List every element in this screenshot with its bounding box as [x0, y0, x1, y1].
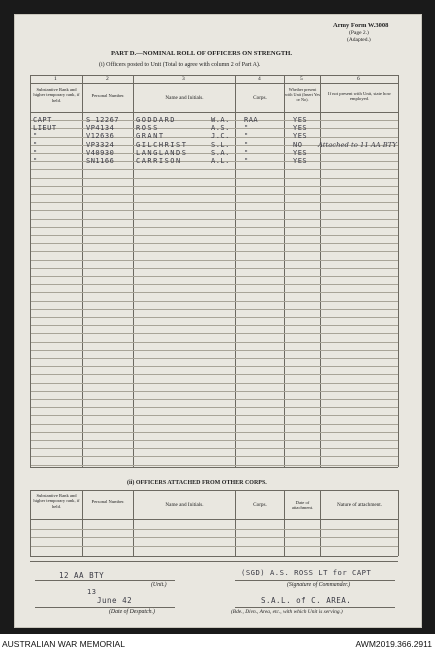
table-rule [31, 342, 398, 343]
row-rank: " [33, 141, 38, 149]
table-rule [31, 268, 398, 269]
row-personal-number: V12636 [86, 132, 115, 140]
row-name: ROSS [136, 124, 159, 132]
form-name: Army Form W.3008 [333, 22, 389, 29]
row-initials: W.A. [211, 116, 230, 124]
table-rule [31, 325, 398, 326]
table-rule [31, 219, 398, 220]
row-corps: " [244, 141, 249, 149]
table-rule [31, 424, 398, 425]
row-present: YES [293, 124, 308, 132]
table-rule [31, 210, 398, 211]
row-name: GODDARD [136, 116, 177, 124]
section2-title: (ii) OFFICERS ATTACHED FROM OTHER CORPS. [127, 480, 267, 486]
row-corps: " [244, 124, 249, 132]
col-number-4: 4 [258, 76, 261, 82]
table-rule [31, 243, 398, 244]
table-rule [31, 456, 398, 457]
table-rule [31, 169, 398, 170]
signature-value: (SGD) A.S. ROSS LT for CAPT [241, 568, 372, 577]
attached-header-corps: Corps. [253, 502, 267, 508]
row-corps: " [244, 132, 249, 140]
date-value: June 42 [97, 596, 133, 605]
row-name: GILCHRIST [136, 141, 188, 149]
header-present: Whether present with Unit (Insert Yes or No). [285, 87, 320, 102]
row-present: YES [293, 157, 308, 165]
row-personal-number: SN1166 [86, 157, 115, 165]
table-rule [31, 366, 398, 367]
table-rule [31, 391, 398, 392]
table-rule [31, 317, 398, 318]
row-corps: RAA [244, 116, 259, 124]
table-rule [31, 432, 398, 433]
adapted-label: (Adapted.) [347, 37, 371, 43]
table-rule [31, 178, 398, 179]
header-number: Personal Number. [91, 93, 125, 98]
footer-credit: AUSTRALIAN WAR MEMORIAL [2, 639, 125, 649]
row-rank: " [33, 157, 38, 165]
table-rule [31, 415, 398, 416]
row-name: GRANT [136, 132, 165, 140]
date-day-value: 13 [87, 588, 97, 596]
col-number-1: 1 [54, 76, 57, 82]
table-rule [31, 251, 398, 252]
unit-label: (Unit.) [151, 582, 167, 588]
row-employment: Attached to 11 AA BTY [318, 141, 397, 149]
header-corps: Corps. [253, 95, 267, 101]
row-present: YES [293, 149, 308, 157]
row-initials: S.L. [211, 141, 230, 149]
row-name: CARRISON [136, 157, 182, 165]
table-rule [31, 235, 398, 236]
attached-header-rank: Substantive Rank and higher temporary rank, if held. [33, 493, 80, 509]
col-number-3: 3 [182, 76, 185, 82]
row-personal-number: VP3324 [86, 141, 115, 149]
table-rule [31, 292, 398, 293]
footer-accession-number: AWM2019.366.2911 [355, 639, 432, 649]
table-rule [31, 440, 398, 441]
area-label: (Bde., Divn., Area, etc., with which Unit is serving.) [231, 609, 343, 615]
table-rule [31, 333, 398, 334]
table-rule [31, 276, 398, 277]
attached-header-nature: Nature of attachment. [336, 502, 383, 508]
table-rule [31, 374, 398, 375]
row-initials: S.A. [211, 149, 230, 157]
attached-header-number: Personal Number. [91, 499, 125, 504]
table-rule [31, 202, 398, 203]
table-rule [31, 194, 398, 195]
attached-header-name: Name and Initials. [165, 502, 204, 508]
footer-bar [0, 634, 435, 653]
col-number-5: 5 [300, 76, 303, 82]
table-rule [31, 350, 398, 351]
row-corps: " [244, 149, 249, 157]
table-rule [31, 260, 398, 261]
table-rule [31, 448, 398, 449]
area-value: S.A.L. of C. AREA. [261, 596, 352, 605]
table-rule [31, 358, 398, 359]
signature-label: (Signature of Commander.) [287, 582, 351, 588]
row-rank: LIEUT [33, 124, 57, 132]
attached-header-date: Date of attachment. [291, 500, 314, 511]
col-number-2: 2 [106, 76, 109, 82]
row-present: YES [293, 116, 308, 124]
row-name: LANGLANDS [136, 149, 188, 157]
section1-title: (i) Officers posted to Unit (Total to agree with column 2 of Part A). [99, 62, 261, 68]
row-rank: " [33, 149, 38, 157]
table-rule [31, 309, 398, 310]
row-personal-number: S 12267 [86, 116, 120, 124]
row-present: NO [293, 141, 303, 149]
row-personal-number: VP4134 [86, 124, 115, 132]
table-rule [31, 399, 398, 400]
header-rank: Substantive Rank and higher temporary rank, if held. [33, 87, 80, 103]
form-page [14, 14, 422, 628]
date-label: (Date of Despatch.) [109, 609, 155, 615]
table-rule [31, 186, 398, 187]
page-label: (Page 2.) [349, 30, 369, 36]
table-rule [31, 227, 398, 228]
table-rule [31, 465, 398, 466]
row-initials: A.S. [211, 124, 230, 132]
part-title: PART D.—NOMINAL ROLL OF OFFICERS ON STRENGTH. [111, 50, 292, 57]
header-name: Name and Initials. [165, 95, 204, 101]
col-number-6: 6 [357, 76, 360, 82]
row-personal-number: V40930 [86, 149, 115, 157]
row-present: YES [293, 132, 308, 140]
row-initials: J.C. [211, 132, 230, 140]
header-employed: If not present with Unit, state how employed. [328, 91, 391, 102]
row-initials: A.L. [211, 157, 230, 165]
table-rule [31, 407, 398, 408]
table-rule [31, 383, 398, 384]
unit-value: 12 AA BTY [59, 571, 105, 580]
table-rule [31, 301, 398, 302]
row-corps: " [244, 157, 249, 165]
row-rank: " [33, 132, 38, 140]
row-rank: CAPT [33, 116, 52, 124]
table-rule [31, 284, 398, 285]
